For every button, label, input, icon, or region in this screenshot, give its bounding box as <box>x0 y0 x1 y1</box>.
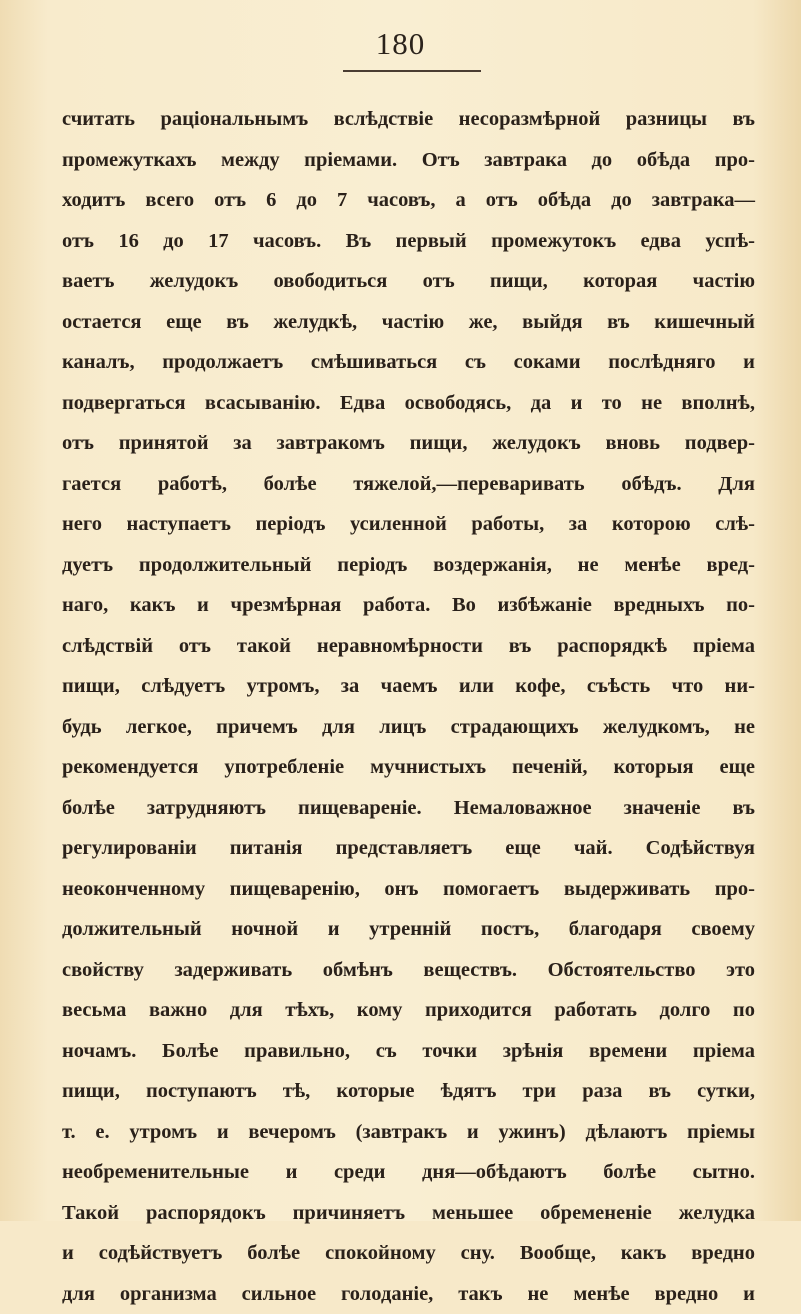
text-line: регулированіи питанія представляетъ еще чай. Содѣйствуя <box>62 828 755 869</box>
text-line: подвергаться всасыванію. Едва освободясь, да и то не вполнѣ, <box>62 383 755 424</box>
text-line: каналъ, продолжаетъ смѣшиваться съ соками послѣдняго и <box>62 342 755 383</box>
body-text <box>62 99 755 1314</box>
text-line: Такой распорядокъ причиняетъ меньшее обремененіе желудка <box>62 1193 755 1234</box>
text-line: пищи, слѣдуетъ утромъ, за чаемъ или кофе, съѣсть что ни- <box>62 666 755 707</box>
text-line: необременительные и среди дня—обѣдаютъ болѣе сытно. <box>62 1152 755 1193</box>
text-line: свойству задерживать обмѣнъ веществъ. Обстоятельство это <box>62 950 755 991</box>
text-line: пищи, поступаютъ тѣ, которые ѣдятъ три раза въ сутки, <box>62 1071 755 1112</box>
text-line: отъ 16 до 17 часовъ. Въ первый промежутокъ едва успѣ- <box>62 221 755 262</box>
text-line: промежуткахъ между пріемами. Отъ завтрака до обѣда про- <box>62 140 755 181</box>
text-line: должительный ночной и утренній постъ, благодаря своему <box>62 909 755 950</box>
text-line: остается еще въ желудкѣ, частію же, выйдя въ кишечный <box>62 302 755 343</box>
text-line: будь легкое, причемъ для лицъ страдающихъ желудкомъ, не <box>62 707 755 748</box>
text-line: него наступаетъ періодъ усиленной работы, за которою слѣ- <box>62 504 755 545</box>
text-line: наго, какъ и чрезмѣрная работа. Во избѣжаніе вредныхъ по- <box>62 585 755 626</box>
text-line: для организма сильное голоданіе, такъ не менѣе вредно и <box>62 1274 755 1314</box>
text-line: гается работѣ, болѣе тяжелой,—переваривать обѣдъ. Для <box>62 464 755 505</box>
text-line: т. е. утромъ и вечеромъ (завтракъ и ужинъ) дѣлаютъ пріемы <box>62 1112 755 1153</box>
text-line: отъ принятой за завтракомъ пищи, желудокъ вновь подвер- <box>62 423 755 464</box>
text-line: слѣдствій отъ такой неравномѣрности въ распорядкѣ пріема <box>62 626 755 667</box>
text-line: болѣе затрудняютъ пищевареніе. Немаловажное значеніе въ <box>62 788 755 829</box>
text-line: ходитъ всего отъ 6 до 7 часовъ, а отъ обѣда до завтрака— <box>62 180 755 221</box>
text-line: ночамъ. Болѣе правильно, съ точки зрѣнія времени пріема <box>62 1031 755 1072</box>
text-line: считать раціональнымъ вслѣдствіе несоразмѣрной разницы въ <box>62 99 755 140</box>
text-line: неоконченному пищеваренію, онъ помогаетъ выдерживать про- <box>62 869 755 910</box>
text-line: дуетъ продолжительный періодъ воздержанія, не менѣе вред- <box>62 545 755 586</box>
text-line: ваетъ желудокъ овободиться отъ пищи, которая частію <box>62 261 755 302</box>
text-line: и содѣйствуетъ болѣе спокойному сну. Вообще, какъ вредно <box>62 1233 755 1274</box>
text-line: весьма важно для тѣхъ, кому приходится работать долго по <box>62 990 755 1031</box>
header-rule <box>343 70 481 72</box>
page-number: 180 <box>0 24 801 64</box>
text-line: рекомендуется употребленіе мучнистыхъ печеній, которыя еще <box>62 747 755 788</box>
